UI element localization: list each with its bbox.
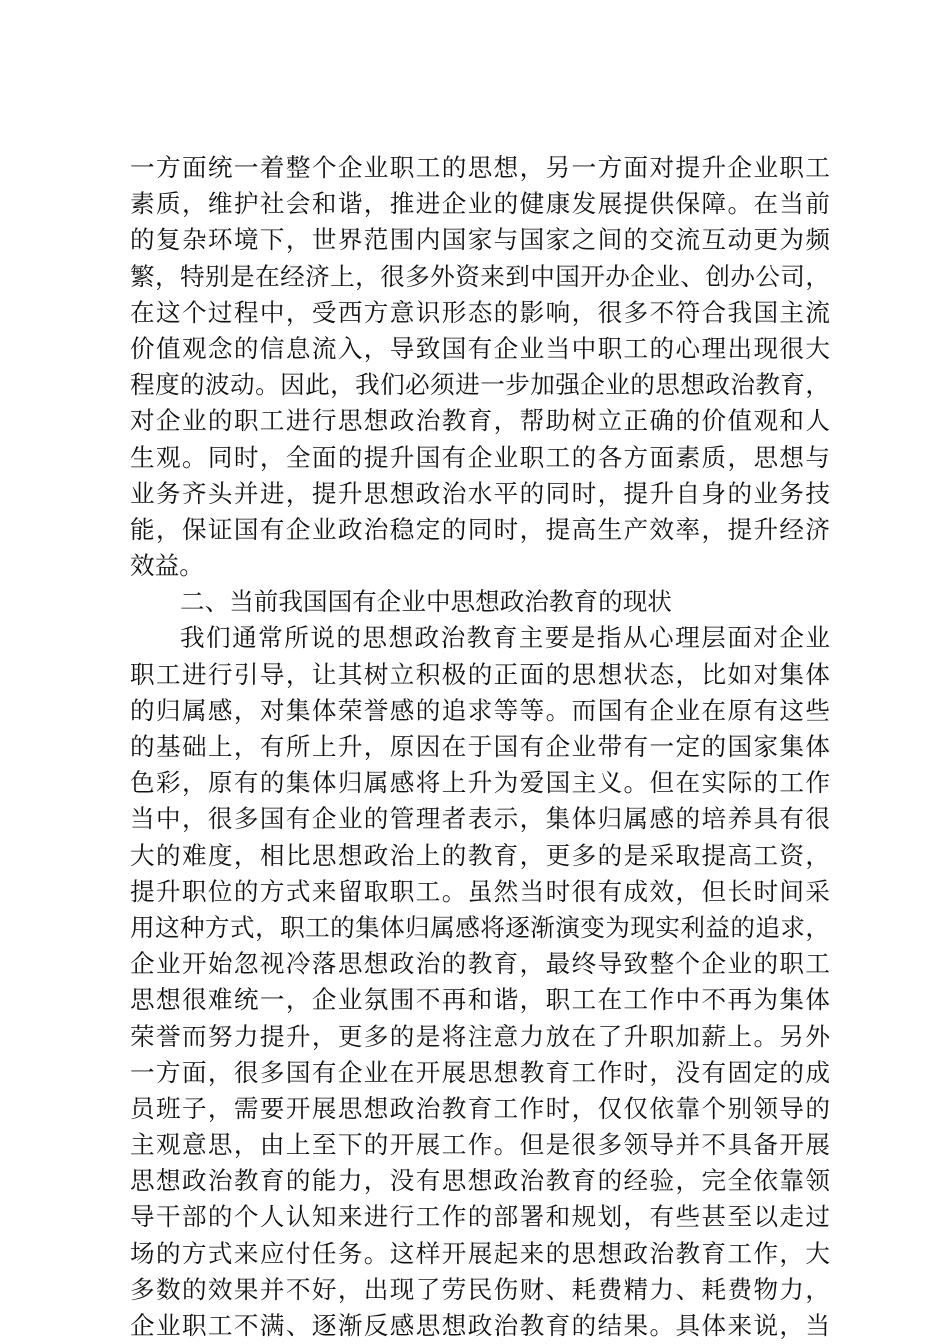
document-body bbox=[130, 150, 830, 1344]
text-line: 荣誉而努力提升，更多的是将注意力放在了升职加薪上。另外 bbox=[130, 1021, 830, 1051]
text-line: 效益。 bbox=[130, 551, 204, 581]
text-line: 我们通常所说的思想政治教育主要是指从心理层面对企业 bbox=[180, 623, 830, 653]
text-line: 繁，特别是在经济上，很多外资来到中国开办企业、创办公司， bbox=[130, 261, 830, 291]
text-line: 在这个过程中，受西方意识形态的影响，很多不符合我国主流 bbox=[130, 297, 830, 327]
text-line: 的归属感，对集体荣誉感的追求等等。而国有企业在原有这些 bbox=[130, 695, 830, 725]
text-line: 大的难度，相比思想政治上的教育，更多的是采取提高工资， bbox=[130, 840, 830, 870]
text-line: 场的方式来应付任务。这样开展起来的思想政治教育工作，大 bbox=[130, 1238, 830, 1268]
text-line: 当中，很多国有企业的管理者表示，集体归属感的培养具有很 bbox=[130, 804, 830, 834]
text-line: 生观。同时，全面的提升国有企业职工的各方面素质，思想与 bbox=[130, 442, 830, 472]
text-line: 提升职位的方式来留取职工。虽然当时很有成效，但长时间采 bbox=[130, 876, 830, 906]
text-line: 能，保证国有企业政治稳定的同时，提高生产效率，提升经济 bbox=[130, 514, 830, 544]
heading-line: 二、当前我国国有企业中思想政治教育的现状 bbox=[180, 587, 672, 617]
text-line: 一方面，很多国有企业在开展思想教育工作时，没有固定的成 bbox=[130, 1057, 830, 1087]
paragraph bbox=[130, 150, 830, 584]
text-line: 企业开始忽视冷落思想政治的教育，最终导致整个企业的职工 bbox=[130, 949, 830, 979]
text-line: 多数的效果并不好，出现了劳民伤财、耗费精力、耗费物力， bbox=[130, 1274, 830, 1304]
section-heading bbox=[130, 584, 830, 620]
text-line: 职工进行引导，让其树立积极的正面的思想状态，比如对集体 bbox=[130, 659, 830, 689]
text-line: 色彩，原有的集体归属感将上升为爱国主义。但在实际的工作 bbox=[130, 768, 830, 798]
text-line: 导干部的个人认知来进行工作的部署和规划，有些甚至以走过 bbox=[130, 1202, 830, 1232]
text-line: 价值观念的信息流入，导致国有企业当中职工的心理出现很大 bbox=[130, 333, 830, 363]
paragraph bbox=[130, 620, 830, 1344]
text-line: 程度的波动。因此，我们必须进一步加强企业的思想政治教育， bbox=[130, 370, 830, 400]
text-line: 主观意思，由上至下的开展工作。但是很多领导并不具备开展 bbox=[130, 1130, 830, 1160]
text-line: 企业职工不满、逐渐反感思想政治教育的结果。具体来说，当 bbox=[130, 1311, 830, 1340]
text-line: 一方面统一着整个企业职工的思想，另一方面对提升企业职工 bbox=[130, 153, 830, 182]
text-line: 用这种方式，职工的集体归属感将逐渐演变为现实利益的追求， bbox=[130, 912, 830, 942]
text-line: 的复杂环境下，世界范围内国家与国家之间的交流互动更为频 bbox=[130, 225, 830, 255]
text-line: 素质，维护社会和谐，推进企业的健康发展提供保障。在当前 bbox=[130, 189, 830, 219]
text-line: 员班子，需要开展思想政治教育工作时，仅仅依靠个别领导的 bbox=[130, 1093, 830, 1123]
text-line: 对企业的职工进行思想政治教育，帮助树立正确的价值观和人 bbox=[130, 406, 830, 436]
text-line: 思想政治教育的能力，没有思想政治教育的经验，完全依靠领 bbox=[130, 1166, 830, 1196]
text-line: 的基础上，有所上升，原因在于国有企业带有一定的国家集体 bbox=[130, 732, 830, 761]
text-line: 思想很难统一，企业氛围不再和谐，职工在工作中不再为集体 bbox=[130, 985, 830, 1015]
text-line: 业务齐头并进，提升思想政治水平的同时，提升自身的业务技 bbox=[130, 478, 830, 508]
